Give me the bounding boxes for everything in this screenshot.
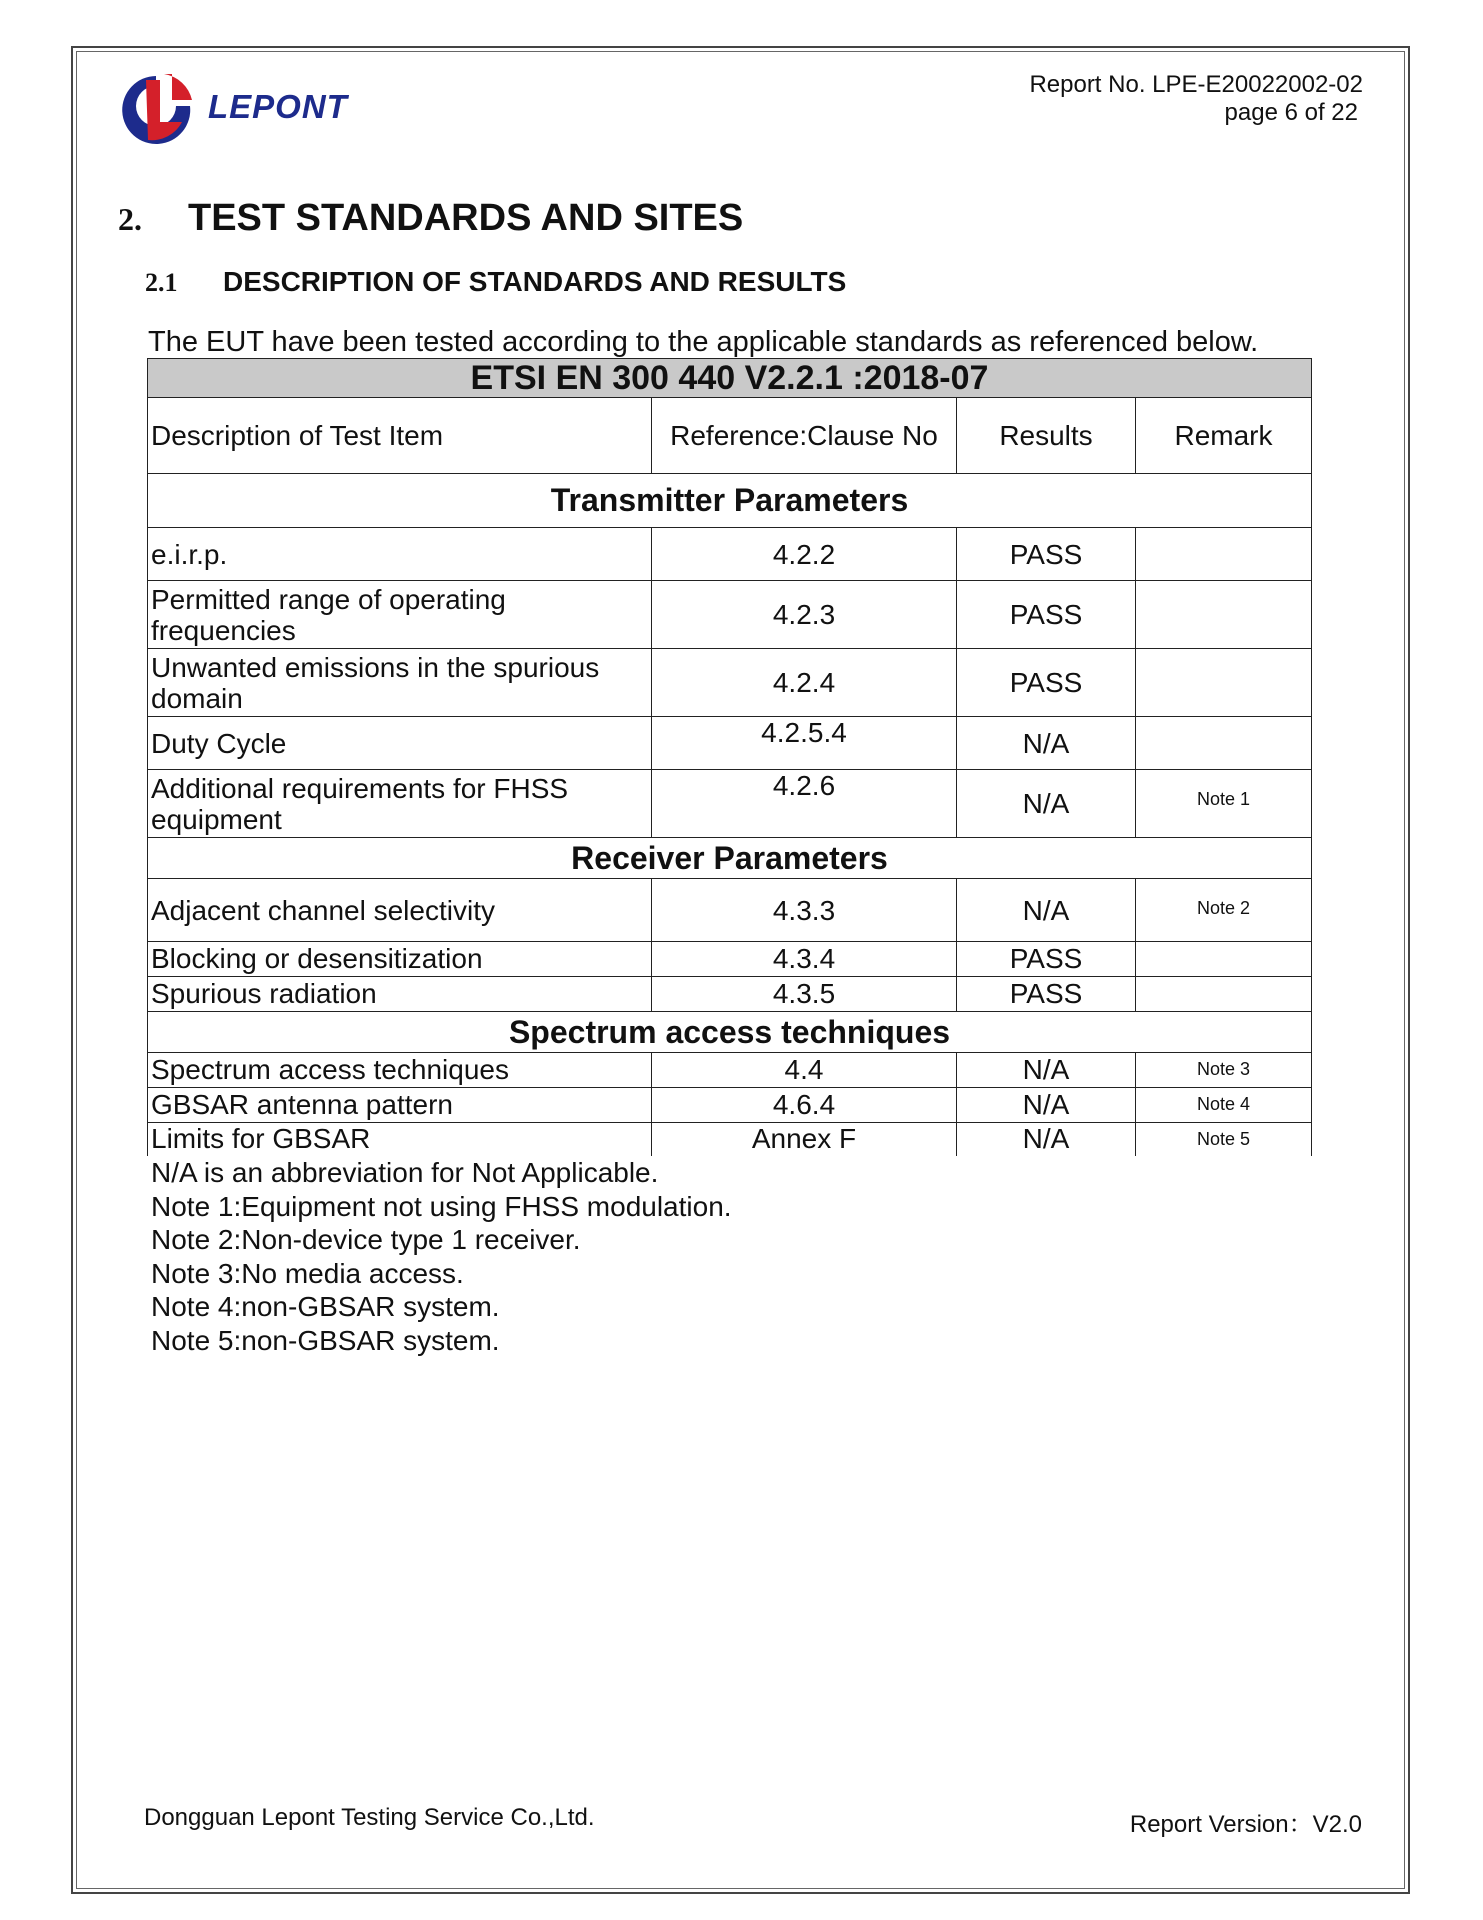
row-remark bbox=[1136, 649, 1312, 717]
row-result: PASS bbox=[957, 942, 1136, 977]
report-number: Report No. LPE-E20022002-02 bbox=[1029, 71, 1363, 98]
row-reference: 4.3.3 bbox=[652, 879, 957, 942]
header-remark: Remark bbox=[1136, 398, 1312, 474]
row-description: Unwanted emissions in the spurious domain bbox=[148, 649, 652, 717]
table-row bbox=[148, 770, 1312, 838]
row-remark: Note 1 bbox=[1136, 770, 1312, 838]
logo-text: LEPONT bbox=[208, 88, 348, 125]
row-reference: 4.6.4 bbox=[652, 1088, 957, 1123]
row-description: Additional requirements for FHSS equipment bbox=[148, 770, 652, 838]
row-reference: 4.2.3 bbox=[652, 581, 957, 649]
row-result: PASS bbox=[957, 977, 1136, 1012]
section-label: Transmitter Parameters bbox=[148, 474, 1312, 528]
note-line: Note 3:No media access. bbox=[151, 1257, 464, 1289]
table-row bbox=[148, 942, 1312, 977]
section-row-transmitter bbox=[148, 474, 1312, 528]
note-line: Note 2:Non-device type 1 receiver. bbox=[151, 1224, 581, 1255]
section-label: Spectrum access techniques bbox=[148, 1012, 1312, 1053]
table-header-row bbox=[148, 398, 1312, 474]
row-result: N/A bbox=[957, 879, 1136, 942]
intro-text: The EUT have been tested according to the applicable standards as referenced below. bbox=[148, 326, 1259, 358]
notes-block bbox=[151, 1156, 732, 1357]
row-reference: 4.4 bbox=[652, 1053, 957, 1088]
page-number: page 6 of 22 bbox=[1224, 99, 1358, 126]
row-reference: 4.2.4 bbox=[652, 649, 957, 717]
row-result: N/A bbox=[957, 770, 1136, 838]
table-title: ETSI EN 300 440 V2.2.1 :2018-07 bbox=[148, 359, 1312, 398]
row-description: Adjacent channel selectivity bbox=[148, 879, 652, 942]
row-description: Limits for GBSAR bbox=[148, 1123, 652, 1156]
section-row-spectrum-access bbox=[148, 1012, 1312, 1053]
table-row bbox=[148, 528, 1312, 581]
header-description: Description of Test Item bbox=[148, 398, 652, 474]
row-reference: 4.2.2 bbox=[652, 528, 957, 581]
table-row bbox=[148, 581, 1312, 649]
lepont-logo bbox=[108, 70, 408, 146]
row-remark: Note 2 bbox=[1136, 879, 1312, 942]
row-remark bbox=[1136, 581, 1312, 649]
row-remark: Note 3 bbox=[1136, 1053, 1312, 1088]
note-line: N/A is an abbreviation for Not Applicable. bbox=[151, 1157, 659, 1188]
row-description: Duty Cycle bbox=[148, 717, 652, 770]
section-label: Receiver Parameters bbox=[148, 838, 1312, 879]
row-remark bbox=[1136, 942, 1312, 977]
row-description: Spectrum access techniques bbox=[148, 1053, 652, 1088]
footer-company: Dongguan Lepont Testing Service Co.,Ltd. bbox=[144, 1804, 595, 1831]
table-row bbox=[148, 649, 1312, 717]
table-row bbox=[148, 1088, 1312, 1123]
standards-table bbox=[147, 358, 1312, 1156]
header-reference: Reference:Clause No bbox=[652, 398, 957, 474]
row-result: PASS bbox=[957, 649, 1136, 717]
row-result: N/A bbox=[957, 717, 1136, 770]
section-number: 2. bbox=[118, 201, 142, 237]
row-remark bbox=[1136, 977, 1312, 1012]
row-result: N/A bbox=[957, 1053, 1136, 1088]
note-line: Note 4:non-GBSAR system. bbox=[151, 1291, 500, 1322]
row-description: Spurious radiation bbox=[148, 977, 652, 1012]
row-reference: 4.2.5.4 bbox=[652, 717, 957, 770]
subsection-heading bbox=[145, 266, 846, 298]
subsection-number: 2.1 bbox=[145, 268, 178, 297]
header-results: Results bbox=[957, 398, 1136, 474]
row-description: e.i.r.p. bbox=[148, 528, 652, 581]
table-row bbox=[148, 977, 1312, 1012]
row-reference: 4.2.6 bbox=[652, 770, 957, 838]
section-heading bbox=[118, 197, 743, 240]
section-row-receiver bbox=[148, 838, 1312, 879]
note-line: Note 5:non-GBSAR system. bbox=[151, 1324, 500, 1356]
row-reference: 4.3.5 bbox=[652, 977, 957, 1012]
row-result: N/A bbox=[957, 1088, 1136, 1123]
section-title: TEST STANDARDS AND SITES bbox=[188, 197, 744, 239]
row-reference: 4.3.4 bbox=[652, 942, 957, 977]
row-remark: Note 4 bbox=[1136, 1088, 1312, 1123]
table-row bbox=[148, 1053, 1312, 1088]
row-result: PASS bbox=[957, 528, 1136, 581]
table-title-row bbox=[148, 359, 1312, 398]
row-description: GBSAR antenna pattern bbox=[148, 1088, 652, 1123]
table-row bbox=[148, 879, 1312, 942]
row-description: Blocking or desensitization bbox=[148, 942, 652, 977]
table-row bbox=[148, 1123, 1312, 1156]
footer-version: Report Version：V2.0 bbox=[1129, 1811, 1362, 1838]
subsection-title: DESCRIPTION OF STANDARDS AND RESULTS bbox=[223, 266, 847, 297]
table-row bbox=[148, 717, 1312, 770]
row-reference: Annex F bbox=[652, 1123, 957, 1156]
row-remark: Note 5 bbox=[1136, 1123, 1312, 1156]
note-line: Note 1:Equipment not using FHSS modulation. bbox=[151, 1190, 732, 1222]
row-result: PASS bbox=[957, 581, 1136, 649]
row-remark bbox=[1136, 528, 1312, 581]
row-result: N/A bbox=[957, 1123, 1136, 1156]
row-remark bbox=[1136, 717, 1312, 770]
row-description: Permitted range of operating frequencies bbox=[148, 581, 652, 649]
